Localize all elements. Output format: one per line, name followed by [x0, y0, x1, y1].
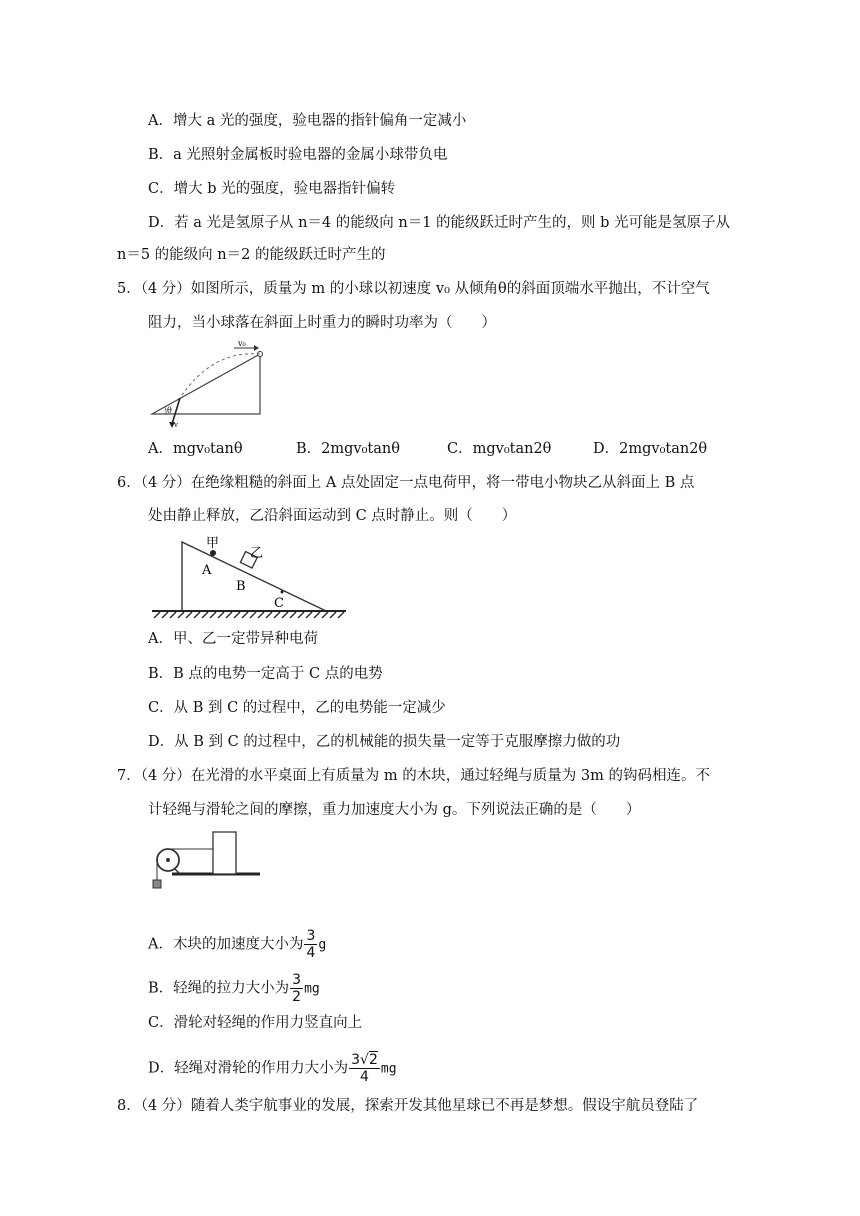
q6-yi-label: 乙	[250, 546, 264, 561]
q6-figure-incline-charges	[150, 532, 350, 622]
q7-option-c: C．滑轮对轻绳的作用力竖直向上	[148, 1015, 363, 1031]
q7-option-b-numerator: 3	[292, 972, 302, 988]
q5-v0-label: v₀	[238, 339, 246, 348]
q4-option-d-line2: n＝5 的能级向 n＝2 的能级跃迁时产生的	[117, 247, 386, 263]
q6-option-c: C．从 B 到 C 的过程中，乙的电势能一定减少	[148, 700, 446, 716]
q7-option-a-denominator: 4	[306, 945, 316, 961]
q4-option-b: B．a 光照射金属板时验电器的金属小球带负电	[148, 147, 448, 163]
q7-option-a-text: A．木块的加速度大小为	[148, 936, 304, 953]
q7-option-d-fraction	[349, 1052, 380, 1085]
q7-option-d-radicand: 2	[368, 1052, 378, 1068]
q7-option-b-fraction	[290, 972, 303, 1005]
q7-option-b-text: B．轻绳的拉力大小为	[148, 980, 290, 997]
q6-option-d: D．从 B 到 C 的过程中，乙的机械能的损失量一定等于克服摩擦力做的功	[148, 734, 621, 750]
q7-option-d-coef: 3	[351, 1052, 361, 1068]
sqrt-icon: √	[360, 1052, 369, 1068]
q5-v-label: v	[174, 421, 178, 429]
q6-point-a-label: A	[202, 563, 212, 578]
q7-option-d-numerator	[349, 1052, 380, 1069]
q4-option-d-line1: D．若 a 光是氢原子从 n＝4 的能级向 n＝1 的能级跃迁时产生的，则 b 光可能是氢原子从	[148, 215, 731, 231]
q5-option-d: D．2mgv₀tan2θ	[593, 441, 708, 457]
q7-option-b-denominator: 2	[292, 989, 302, 1005]
q5-stem-line1: 5．（4 分）如图所示，质量为 m 的小球以初速度 v₀ 从倾角θ的斜面顶端水平抛出，不计空气	[117, 281, 710, 297]
q5-option-a: A．mgv₀tanθ	[148, 441, 243, 457]
q5-theta-label: θ	[167, 406, 172, 415]
q5-stem-line2: 阻力，当小球落在斜面上时重力的瞬时功率为（ ）	[148, 315, 496, 331]
q8-stem-line1: 8．（4 分）随着人类宇航事业的发展，探索开发其他星球已不再是梦想。假设宇航员登陆了	[117, 1098, 699, 1114]
q7-figure-pulley-block	[150, 826, 270, 886]
q7-option-d-denominator: 4	[360, 1069, 369, 1085]
q7-option-a-numerator: 3	[306, 928, 316, 944]
q7-option-d	[148, 1052, 397, 1085]
q7-option-b	[148, 972, 320, 1005]
q6-option-a: A．甲、乙一定带异种电荷	[148, 631, 318, 647]
q6-stem-line1: 6．（4 分）在绝缘粗糙的斜面上 A 点处固定一点电荷甲，将一带电小物块乙从斜面上 B 点	[117, 475, 695, 491]
q6-option-b: B．B 点的电势一定高于 C 点的电势	[148, 666, 383, 682]
q7-stem-line1: 7．（4 分）在光滑的水平桌面上有质量为 m 的木块，通过轻绳与质量为 3m 的钩码相连。不	[117, 768, 710, 784]
q5-option-b: B．2mgv₀tanθ	[296, 441, 400, 457]
q5-figure-incline-projectile	[150, 340, 270, 430]
q6-stem-line2: 处由静止释放，乙沿斜面运动到 C 点时静止。则（ ）	[148, 508, 517, 524]
q7-option-a-fraction	[304, 928, 317, 961]
q7-option-d-unit: mg	[380, 1061, 397, 1077]
q7-option-b-unit: mg	[304, 981, 320, 997]
q6-jia-label: 甲	[206, 536, 220, 551]
q7-option-d-text: D．轻绳对滑轮的作用力大小为	[148, 1060, 349, 1077]
q7-stem-line2: 计轻绳与滑轮之间的摩擦，重力加速度大小为 g。下列说法正确的是（ ）	[148, 802, 641, 818]
q7-option-a-unit: g	[318, 937, 327, 953]
q6-point-b-label: B	[236, 579, 246, 594]
q5-option-c: C．mgv₀tan2θ	[447, 441, 552, 457]
q7-option-a	[148, 928, 326, 961]
q6-point-c-label: C	[274, 596, 284, 611]
q4-option-a: A．增大 a 光的强度，验电器的指针偏角一定减小	[148, 113, 467, 129]
q4-option-c: C．增大 b 光的强度，验电器指针偏转	[148, 181, 396, 197]
